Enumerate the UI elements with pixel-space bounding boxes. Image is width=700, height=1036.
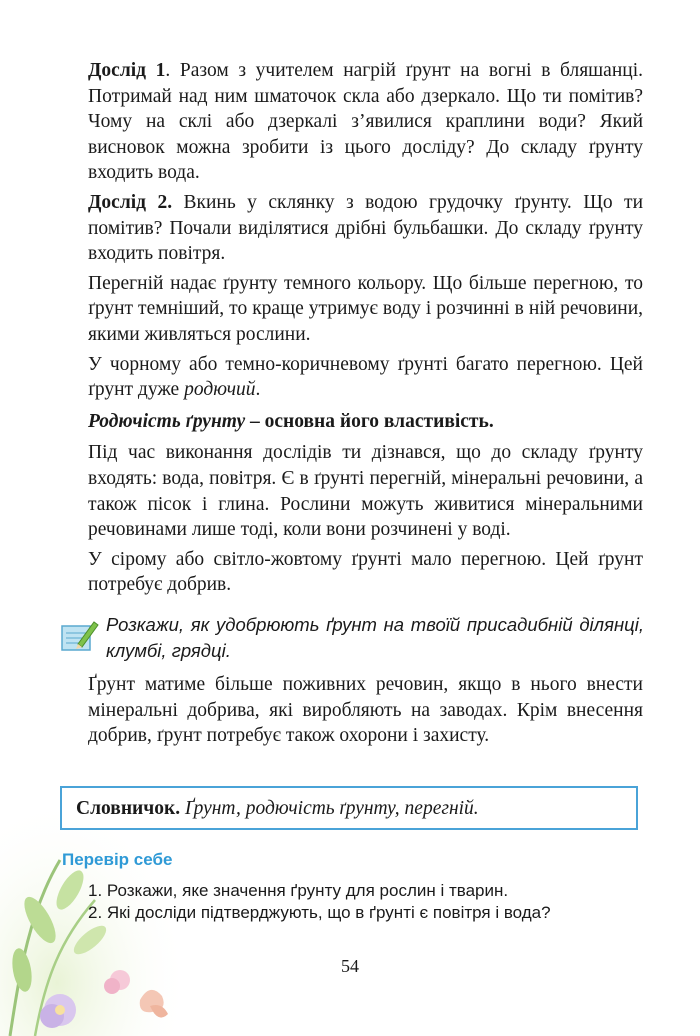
- paragraph-definition: [88, 409, 643, 435]
- self-check-question-1: 1. Розкажи, яке значення ґрунту для рослин і тварин.: [88, 881, 509, 900]
- paragraph-composition: [88, 440, 643, 542]
- definition-term: Родючість ґрунту: [88, 410, 246, 432]
- composition-text: Під час виконання дослідів ти дізнався, що до складу ґрунту входять: вода, повітря. Є в ґрунті перегній, мінеральні речовини, а також пісок і глина. Рослини можуть живитися мінеральними речовинами лише тоді, коли вони розчинені у воді.: [88, 442, 643, 541]
- self-check-title: Перевір себе: [62, 850, 173, 869]
- grey-soil-text: У сірому або світло-жовтому ґрунті мало перегною. Цей ґрунт потребує добрив.: [88, 548, 643, 596]
- paragraph-experiment-2: [88, 190, 643, 267]
- paragraph-fertilizers: Ґрунт матиме більше поживних речовин, якщо в нього внести мінеральні добрива, які виробляють на заводах. Крім внесення добрив, ґрунт потребує також охорони і захисту.: [88, 674, 643, 747]
- self-check-question-2: 2. Які досліди підтверджують, що в ґрунті є повітря і вода?: [88, 903, 551, 922]
- self-check-section: [60, 850, 660, 924]
- self-check-list: [60, 880, 660, 924]
- pencil-notebook-icon: [60, 618, 100, 654]
- experiment-1-text: . Разом з учителем нагрій ґрунт на вогні в бляшанці. Потримай над ним шматочок скла або дзеркало. Що ти помітив? Чому на склі або дзеркалі з’явилися краплини води? Який висновок можна зробити із цього досліду? До складу ґрунту входить вода.: [88, 60, 643, 184]
- experiment-1-label: Дослід 1: [88, 60, 166, 81]
- experiment-2-label: Дослід 2.: [88, 191, 173, 213]
- main-text: [88, 58, 643, 602]
- black-soil-text: У чорному або темно-коричневому ґрунті багато перегною. Цей ґрунт дуже: [88, 353, 643, 401]
- paragraph-experiment-1: [88, 58, 643, 186]
- dictionary-line: [76, 797, 479, 821]
- paragraph-black-soil: [88, 352, 643, 403]
- dictionary-terms: Ґрунт, родючість ґрунту, перегній.: [180, 798, 479, 819]
- task-text: Розкажи, як удобрюють ґрунт на твоїй присадибній ділянці, клумбі, грядці.: [106, 614, 644, 661]
- black-soil-end: .: [255, 379, 261, 401]
- dictionary-box: [60, 786, 638, 830]
- experiment-2-text: Вкинь у склянку з водою грудочку ґрунту. Що ти помітив? Почали виділятися дрібні бульбашки. До складу ґрунту входить повітря.: [88, 191, 644, 265]
- page-number: 54: [341, 956, 359, 976]
- humus-text: Перегній надає ґрунту темного кольору. Що більше перегною, то ґрунт темніший, то краще утримує воду і розчинні в ній речовини, якими живляться рослини.: [88, 272, 643, 345]
- dictionary-label: Словничок.: [76, 798, 181, 819]
- definition-rest: – основна його властивість.: [245, 410, 494, 432]
- paragraph-grey-soil: [88, 547, 643, 598]
- paragraph-humus: [88, 271, 643, 348]
- fertile-word: родючий: [184, 379, 256, 401]
- fertilizer-text-block: [88, 672, 643, 753]
